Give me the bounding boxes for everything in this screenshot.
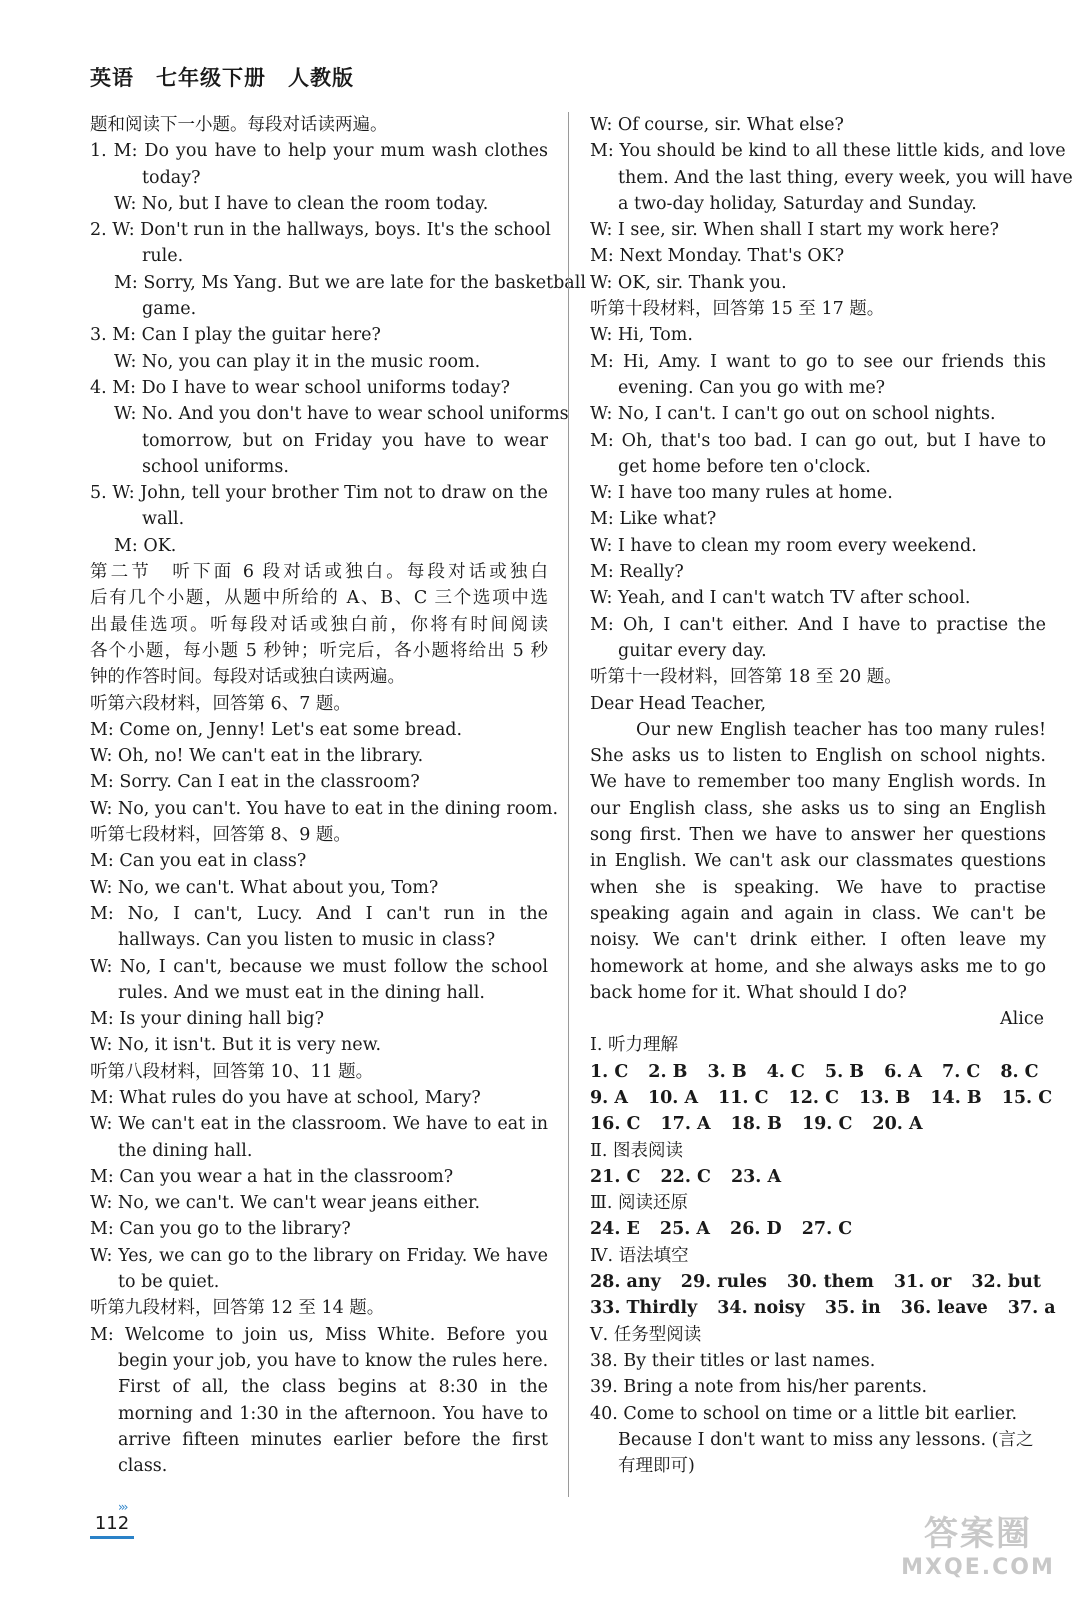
answer-row: [590, 1059, 1046, 1085]
left_column-line: tomorrow, but on Friday you have to wear: [142, 430, 548, 451]
watermark-logo: [893, 1506, 1063, 1592]
answer-item: 27. C: [801, 1219, 853, 1240]
right_column-line: 听第十一段材料，回答第 18 至 20 题。: [590, 667, 902, 688]
page-arrows-icon: ›››: [118, 1500, 127, 1514]
left_column-line: M: Can you wear a hat in the classroom?: [90, 1166, 454, 1187]
answer-item: 15. C: [1001, 1087, 1053, 1108]
left_column-line: rule.: [142, 246, 184, 267]
answer-item: 3. B: [707, 1061, 747, 1082]
left_column-line: school uniforms.: [142, 456, 289, 477]
left_column-line: M: OK.: [114, 535, 177, 556]
right_column-line: W: Hi, Tom.: [590, 325, 693, 346]
right_column-line: M: Oh, I can't either. And I have to practise the: [590, 614, 1046, 635]
answers-section-3-heading: Ⅲ. 阅读还原: [590, 1193, 689, 1214]
right_column-line: Dear Head Teacher,: [590, 693, 767, 714]
left_column-line: M: Can you eat in class?: [90, 851, 307, 872]
left_column-line: M: Sorry, Ms Yang. But we are late for the basketball: [114, 272, 586, 293]
right_column-line: M: Like what?: [590, 509, 717, 530]
right_column-line: guitar every day.: [618, 640, 767, 661]
answers-section-1-heading: Ⅰ. 听力理解: [590, 1035, 679, 1056]
left_column-line: hallways. Can you listen to music in class?: [118, 930, 496, 951]
answers-section-5-heading: Ⅴ. 任务型阅读: [590, 1324, 702, 1345]
left_column-line: M: What rules do you have at school, Mary?: [90, 1087, 481, 1108]
answers-section-2: [590, 1164, 1046, 1190]
right_column-line: M: Really?: [590, 562, 684, 583]
left_column-line: 1. M: Do you have to help your mum wash clothes: [90, 141, 548, 162]
left_column-line: W: No, we can't. What about you, Tom?: [90, 877, 439, 898]
answers-section-4-heading: Ⅳ. 语法填空: [590, 1245, 689, 1266]
left_column-line: 后有几个小题，从题中所给的 A、B、C 三个选项中选: [90, 588, 548, 609]
answer-item: 17. A: [660, 1114, 711, 1135]
column-divider: [568, 112, 569, 1497]
right_column-line: M: Next Monday. That's OK?: [590, 246, 845, 267]
answer-item: 34. noisy: [717, 1298, 805, 1319]
right_column-line: them. And the last thing, every week, you will have: [618, 167, 1073, 188]
answer-item: 36. leave: [900, 1298, 988, 1319]
answer-item: 5. B: [824, 1061, 865, 1082]
left_column-line: M: Can you go to the library?: [90, 1219, 351, 1240]
left_column-line: W: No, you can't. You have to eat in the dining room.: [90, 798, 559, 819]
answer-item: 31. or: [893, 1272, 952, 1293]
left_column-line: morning and 1:30 in the afternoon. You have to: [118, 1403, 548, 1424]
answer-item: 9. A: [590, 1087, 628, 1108]
left_column-line: W: Yes, we can go to the library on Friday. We have: [90, 1245, 548, 1266]
right_column-line: 听第十段材料，回答第 15 至 17 题。: [590, 299, 885, 320]
answer-item: 22. C: [660, 1166, 711, 1187]
answer-line: 38. By their titles or last names.: [590, 1350, 876, 1371]
right_column-line: M: You should be kind to all these little kids, and love: [590, 141, 1066, 162]
letter-body: Our new English teacher has too many rules! She asks us to listen to English on school nights. We have to remember too many English words. In our English class, she asks us to sing an English song first. Then we have to answer her questions in English. We can't ask our classmates questions when she is speaking. We have to practise speaking again and again in class. We can't be noisy. We can't drink either. I often leave my homework at home, and she always asks me to go back home for it. What should I do?: [590, 719, 1046, 1003]
page-header-title: 英语 七年级下册 人教版: [90, 66, 354, 90]
left_column-line: 钟的作答时间。每段对话或独白读两遍。: [90, 667, 405, 688]
answer-item: 23. A: [730, 1166, 782, 1187]
right_column-line: M: Hi, Amy. I want to go to see our friends this: [590, 351, 1046, 372]
left_column-line: 各个小题，每小题 5 秒钟；听完后，各小题将给出 5 秒: [90, 640, 548, 661]
left_column-line: 第二节 听下面 6 段对话或独白。每段对话或独白: [90, 562, 548, 583]
answer-item: 2. B: [648, 1061, 688, 1082]
left_column-line: M: Welcome to join us, Miss White. Before you: [90, 1324, 548, 1345]
left_column-line: M: No, I can't, Lucy. And I can't run in the: [90, 903, 548, 924]
answer-line: 40. Come to school on time or a little bit earlier.: [590, 1403, 1018, 1424]
answer-item: 30. them: [786, 1272, 874, 1293]
answer-item: 18. B: [730, 1114, 782, 1135]
answer-item: 21. C: [590, 1166, 641, 1187]
left_column-line: W: Oh, no! We can't eat in the library.: [90, 746, 424, 767]
answers-section-2-heading: Ⅱ. 图表阅读: [590, 1140, 684, 1161]
answer-item: 4. C: [766, 1061, 805, 1082]
right_column-line: W: No, I can't. I can't go out on school nights.: [590, 404, 996, 425]
left_column-line: W: No, we can't. We can't wear jeans either.: [90, 1193, 481, 1214]
right-column: [590, 112, 1073, 1479]
left_column-line: M: Sorry. Can I eat in the classroom?: [90, 772, 420, 793]
left_column-line: to be quiet.: [118, 1272, 220, 1293]
left_column-line: 4. M: Do I have to wear school uniforms today?: [90, 377, 510, 398]
left_column-line: begin your job, you have to know the rules here.: [118, 1350, 549, 1371]
page-number: 112: [90, 1512, 134, 1539]
answer-item: 32. but: [971, 1272, 1041, 1293]
left_column-line: W: No, it isn't. But it is very new.: [90, 1035, 382, 1056]
answer-item: 13. B: [859, 1087, 911, 1108]
right_column-line: W: I see, sir. When shall I start my work here?: [590, 220, 999, 241]
left_column-line: 听第六段材料，回答第 6、7 题。: [90, 693, 351, 714]
answer-item: 12. C: [788, 1087, 840, 1108]
left_column-line: W: No, I can't, because we must follow the school: [90, 956, 548, 977]
answer-row: [590, 1216, 1046, 1242]
left_column-line: 出最佳选项。听每段对话或独白前，你将有时间阅读: [90, 614, 548, 635]
left_column-line: 听第八段材料，回答第 10、11 题。: [90, 1061, 374, 1082]
answer-item: 16. C: [590, 1114, 641, 1135]
left-column: [90, 112, 586, 1479]
left_column-line: M: Come on, Jenny! Let's eat some bread.: [90, 719, 463, 740]
left_column-line: W: No, but I have to clean the room today.: [114, 193, 489, 214]
left_column-line: 听第九段材料，回答第 12 至 14 题。: [90, 1298, 385, 1319]
left_column-line: W: No. And you don't have to wear school uniforms: [114, 404, 569, 425]
answers-section-3: [590, 1216, 1046, 1242]
left_column-line: 5. W: John, tell your brother Tim not to draw on the: [90, 483, 548, 504]
answers-section-5: [590, 1348, 1046, 1479]
left_column-line: W: We can't eat in the classroom. We have to eat in: [90, 1114, 548, 1135]
answer-line: 有理即可): [618, 1456, 695, 1477]
watermark-url: MXQE.COM: [901, 1555, 1055, 1580]
right_column-line: W: Of course, sir. What else?: [590, 115, 844, 135]
left_column-line: today?: [142, 167, 201, 188]
answer-item: 37. a: [1007, 1298, 1056, 1319]
left_column-line: the dining hall.: [118, 1140, 253, 1161]
answer-item: 19. C: [801, 1114, 853, 1135]
answer-line: 39. Bring a note from his/her parents.: [590, 1377, 928, 1398]
answer-item: 8. C: [1000, 1061, 1039, 1082]
answer-item: 1. C: [590, 1061, 629, 1082]
right_column-line: get home before ten o'clock.: [618, 456, 871, 477]
left_column-line: wall.: [142, 509, 185, 530]
right_column-line: W: OK, sir. Thank you.: [590, 272, 787, 293]
answer-item: 10. A: [647, 1087, 699, 1108]
right_column-line: M: Oh, that's too bad. I can go out, but I have to: [590, 430, 1046, 451]
answer-row: [590, 1269, 1046, 1295]
left_column-line: M: Is your dining hall big?: [90, 1009, 325, 1030]
left_column-line: W: No, you can play it in the music room.: [114, 351, 481, 372]
answer-item: 26. D: [730, 1219, 782, 1240]
answers-section-4: [590, 1269, 1056, 1322]
left_column-line: rules. And we must eat in the dining hall.: [118, 982, 485, 1003]
right_column-line: W: I have too many rules at home.: [590, 483, 893, 504]
answer-item: 14. B: [930, 1087, 982, 1108]
answer-item: 35. in: [824, 1298, 881, 1319]
answer-item: 20. A: [872, 1114, 923, 1135]
answer-item: 11. C: [718, 1087, 769, 1108]
left_column-line: 题和阅读下一小题。每段对话读两遍。: [90, 115, 388, 135]
answer-item: 24. E: [590, 1219, 640, 1240]
right_column-line: evening. Can you go with me?: [618, 377, 886, 398]
answer-row: [590, 1085, 1053, 1111]
answer-item: 6. A: [884, 1061, 923, 1082]
left_column-line: arrive fifteen minutes earlier before the first: [118, 1429, 548, 1450]
left_column-line: 2. W: Don't run in the hallways, boys. It's the school: [90, 220, 551, 241]
answers-section-1: [590, 1059, 1053, 1138]
right_column-line: W: Yeah, and I can't watch TV after school.: [590, 588, 971, 609]
left_column-line: 3. M: Can I play the guitar here?: [90, 325, 381, 346]
answer-item: 33. Thirdly: [590, 1298, 698, 1319]
answer-row: [590, 1295, 1056, 1321]
right-dialogue-lines: [590, 112, 1073, 717]
right_column-line: W: I have to clean my room every weekend.: [590, 535, 977, 556]
answer-item: 7. C: [942, 1061, 981, 1082]
answer-item: 28. any: [590, 1272, 661, 1293]
answer-row: [590, 1164, 1046, 1190]
watermark-text: 答案圈: [924, 1514, 1032, 1554]
right_column-line: a two-day holiday, Saturday and Sunday.: [618, 193, 977, 214]
left_column-line: game.: [142, 299, 197, 320]
answer-item: 25. A: [659, 1219, 711, 1240]
left_column-line: class.: [118, 1456, 168, 1477]
answer-line: Because I don't want to miss any lessons. (言之: [618, 1429, 1034, 1450]
answer-row: [590, 1111, 1046, 1137]
left_column-line: 听第七段材料，回答第 8、9 题。: [90, 825, 351, 846]
letter-signature: Alice: [1000, 1009, 1044, 1030]
answer-item: 29. rules: [680, 1272, 767, 1293]
left_column-line: First of all, the class begins at 8:30 in the: [118, 1377, 548, 1398]
